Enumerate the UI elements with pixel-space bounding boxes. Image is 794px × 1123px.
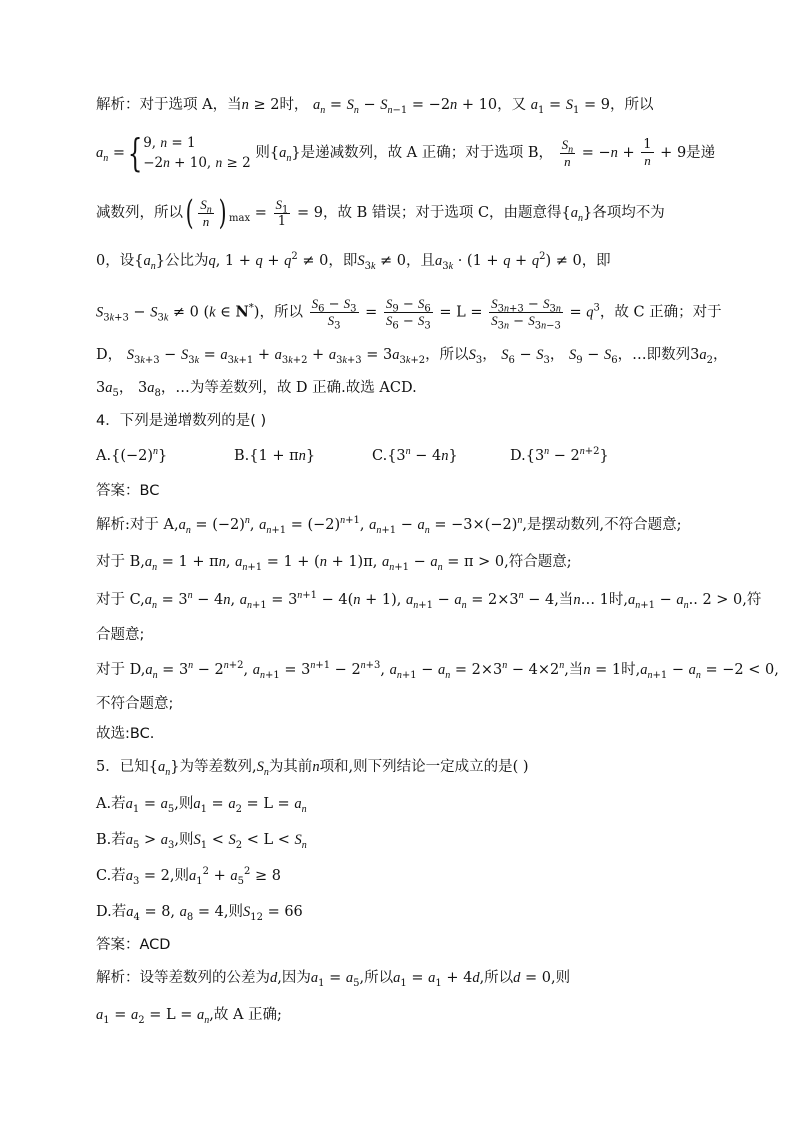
- q5-answer: 答案：ACD: [96, 937, 171, 953]
- analysis3-line7: $3a_5$， $3a_8$，…为等差数列，故 D 正确.故选 ACD.: [96, 380, 417, 399]
- text: 为等差数列,: [179, 759, 257, 775]
- text: ，即: [581, 253, 611, 269]
- text: D，: [96, 347, 123, 363]
- q4-option-d[interactable]: $D.\{3^n - 2^{n+2}\}$: [510, 446, 609, 464]
- q4-solution-line5: 对于 $D,a_n = 3^n - 2^{n+2}$, $a_{n+1} = 3^{n+1} - 2^{n+3}$, $a_{n+1} - a_n = 2\times 3^n - 4\times 2^n$,当n = 1时$,a_{n+1} - a_n = -2 < 0$,: [96, 660, 779, 681]
- q4-answer: 答案：BC: [96, 483, 160, 499]
- text: 时，: [279, 97, 309, 113]
- text: ，…为等差数列，故 D 正确.故选 ACD.: [160, 380, 417, 396]
- text: ,因为: [277, 970, 311, 986]
- q5-option-a[interactable]: A.若$a_1 = a_5$,则$a_1 = a_2 = L = a_n$: [96, 796, 307, 815]
- text: ,当: [564, 662, 584, 678]
- q4-solution-line3: 对于 $C,a_n = 3^n - 4n$, $a_{n+1} = 3^{n+1} - 4(n + 1)$, $a_{n+1} - a_n = 2\times 3^n - 4$,当n… 1时$,a_{n+1} - a_n$.. 2 > 0,符: [96, 590, 762, 611]
- text: 解析：对于选项 A，当: [96, 97, 242, 113]
- q4-option-a[interactable]: $A.\{(-2)^n\}$: [96, 446, 168, 464]
- text: 项和,则下列结论一定成立的是( ): [319, 759, 529, 775]
- text: ,当: [554, 592, 574, 608]
- q4-stem: 4．下列是递增数列的是( ): [96, 413, 267, 429]
- text: ，故 B 错误；对于选项 C，由题意得: [322, 205, 562, 221]
- label: B.: [234, 448, 250, 464]
- text: ,: [774, 662, 779, 678]
- text: ,符: [742, 592, 762, 608]
- label: D.: [510, 448, 526, 464]
- text: 各项均不为: [592, 205, 665, 221]
- text: ，所以: [259, 304, 303, 321]
- text: ,故 A 正确;: [209, 1007, 282, 1023]
- text: 对于 B,: [96, 554, 145, 570]
- q4-solution-line4: 合题意;: [96, 627, 145, 643]
- analysis3-line6: D， $S_{3k+3} - S_{3k} = a_{3k+1} + a_{3k+2} + a_{3k+3} = 3a_{3k+2}$，所以$S_3$， $S_6 - S_3$， $S_9 - S_6$，…即数列$3a_2$，: [96, 347, 728, 366]
- q5-stem: 5．已知$\{a_n\}$为等差数列$,S_n$为其前n项和,则下列结论一定成立的是( ): [96, 759, 529, 778]
- analysis3-line2: $a_n$ ={ 9, n = 1 −2n + 10, n ≥ 2 则$\{a_n\}$是递减数列，故 A 正确；对于选项 B， $\frac{S_n}{n}$ = −n + $\frac{1}{n}$ + 9是递: [96, 131, 716, 175]
- text: ,则: [174, 796, 194, 812]
- q5-option-c[interactable]: C.若$a_3 = 2$,则$a_1^2 + a_5^2 \ge 8$: [96, 866, 281, 887]
- text: ，…即数列: [617, 347, 691, 363]
- text: ，又: [497, 97, 527, 113]
- q4-solution-line2: 对于 $B,a_n = 1 + \pi n$, $a_{n+1} = 1 + (n + 1)\pi$, $a_{n+1} - a_n = \pi > 0$,符合题意;: [96, 554, 572, 573]
- text: ，且: [406, 253, 436, 269]
- text: ，故 C 正确；对于: [599, 304, 722, 321]
- label: B.若: [96, 832, 126, 848]
- q4-solution-line1: 解析:对于 $A,a_n = (-2)^n$, $a_{n+1} = (-2)^{n+1}$, $a_{n+1} - a_n = -3\times(-2)^n$,是摆动数列,不符合题意;: [96, 515, 682, 536]
- label: C.若: [96, 868, 126, 884]
- q4-solution-line7: 故选:BC.: [96, 726, 155, 742]
- text: ,所以: [359, 970, 394, 986]
- text: ,则: [551, 970, 571, 986]
- text: 为其前: [268, 759, 313, 775]
- text: 时,: [621, 662, 641, 678]
- text: ，所以: [609, 97, 654, 113]
- text: 0，设: [96, 253, 135, 269]
- text: 解析：设等差数列的公差为: [96, 970, 270, 986]
- text: 减数列，所以: [96, 205, 183, 221]
- label: A.若: [96, 796, 126, 812]
- analysis3-line5: $S_{3k+3} - S_{3k} \ne 0$ (k ∈ N*)，所以 $\frac{S_6 - S_3}{S_3}$ = $\frac{S_9 - S_6}{S_6 - S_3}$ = L = $\frac{S_{3n+3} - S_{3n}}{S_{3n} - S_{3n-3}}$ = $q^3$，故 C 正确；对于: [96, 296, 722, 332]
- text: ，所以: [425, 347, 469, 363]
- text: 5．已知: [96, 759, 149, 775]
- text: 时,: [608, 592, 629, 608]
- q5-solution-line2: $a_1 = a_2 = L = a_n$,故 A 正确;: [96, 1007, 282, 1026]
- text: ,是摆动数列,不符合题意;: [522, 517, 682, 533]
- analysis3-line3: 减数列，所以( $\frac{S_n}{n}$ ) $_{max}$ = $\frac{S_1}{1}$ = 9，故 B 错误；对于选项 C，由题意得$\{a_n\}$各项均不为: [96, 193, 665, 233]
- text: ,则: [223, 904, 243, 920]
- analysis3-line4: 0，设$\{a_n\}$公比为q, $1 + q + q^2 \ne 0$，即$S_{3k} \ne 0$，且$a_{3k} \cdot (1 + q + q^2) \ne 0$，即: [96, 251, 611, 272]
- label: A.: [96, 448, 112, 464]
- q4-option-b[interactable]: B.{1 + πn}: [234, 448, 316, 464]
- text: ，即: [328, 253, 358, 269]
- text: 对于 D,: [96, 662, 146, 678]
- q5-solution-line1: 解析：设等差数列的公差为d,因为$a_1 = a_5$,所以$a_1 = a_1 + 4d$,所以d = 0,则: [96, 970, 571, 989]
- label: D.若: [96, 904, 127, 920]
- q4-solution-line6: 不符合题意;: [96, 696, 174, 712]
- text: 对于 C,: [96, 592, 145, 608]
- text: ,则: [174, 832, 194, 848]
- analysis3-line1: 解析：对于选项 A，当n ≥ 2时， $a_n = S_n - S_{n-1} = -2n + 10$，又 $a_1 = S_1 = 9$，所以: [96, 97, 654, 116]
- text: ,所以: [479, 970, 514, 986]
- text: 是递减数列，故 A 正确；对于选项 B，: [300, 145, 554, 161]
- q5-option-d[interactable]: D.若$a_4 = 8$, $a_8 = 4$,则$S_{12} = 66$: [96, 904, 303, 923]
- text: 公比为: [164, 253, 209, 269]
- label: C.: [372, 448, 388, 464]
- text: 则: [255, 145, 270, 161]
- text: ,符合题意;: [504, 554, 572, 570]
- text: ,则: [169, 868, 190, 884]
- text: 解析:对于 A,: [96, 517, 179, 533]
- q4-option-c[interactable]: $C.\{3^n - 4n\}$: [372, 446, 458, 464]
- text: 是递: [686, 145, 716, 161]
- q5-option-b[interactable]: B.若$a_5 > a_3$,则$S_1 < S_2 < L < S_n$: [96, 832, 307, 851]
